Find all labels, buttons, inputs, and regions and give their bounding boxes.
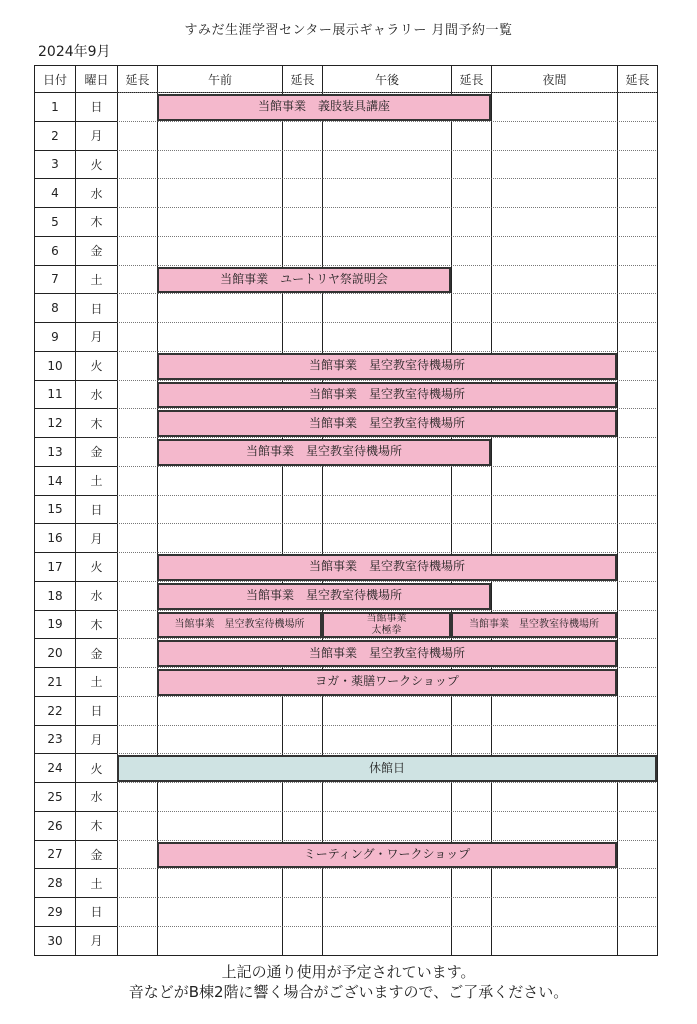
- slot-cell: [617, 380, 658, 410]
- day-date-cell: 11: [34, 380, 76, 410]
- slot-cell: [322, 725, 452, 755]
- slot-cell: [617, 696, 658, 726]
- booking-bar[interactable]: 当館事業 星空教室待機場所: [157, 439, 491, 466]
- slot-cell: [117, 121, 158, 151]
- slot-cell: [157, 150, 283, 180]
- slot-cell: [617, 437, 658, 467]
- day-weekday-cell: 火: [75, 150, 118, 180]
- slot-cell: [491, 696, 618, 726]
- day-weekday-cell: 木: [75, 610, 118, 640]
- slot-cell: [157, 466, 283, 496]
- slot-cell: [117, 408, 158, 438]
- slot-cell: [451, 523, 492, 553]
- slot-cell: [117, 811, 158, 841]
- page-title: すみだ生涯学習センター展示ギャラリー 月間予約一覧: [184, 23, 513, 38]
- slot-cell: [157, 811, 283, 841]
- day-weekday-cell: 日: [75, 92, 118, 122]
- slot-cell: [117, 207, 158, 237]
- slot-cell: [491, 150, 618, 180]
- header-8: 延長: [617, 65, 658, 93]
- slot-cell: [617, 523, 658, 553]
- day-date-cell: 22: [34, 696, 76, 726]
- slot-cell: [491, 725, 618, 755]
- slot-cell: [491, 811, 618, 841]
- slot-cell: [451, 868, 492, 898]
- slot-cell: [451, 495, 492, 525]
- slot-cell: [117, 667, 158, 697]
- slot-cell: [117, 523, 158, 553]
- day-weekday-cell: 日: [75, 696, 118, 726]
- day-date-cell: 30: [34, 926, 76, 956]
- day-weekday-cell: 日: [75, 897, 118, 927]
- slot-cell: [157, 868, 283, 898]
- day-weekday-cell: 日: [75, 495, 118, 525]
- day-weekday-cell: 日: [75, 293, 118, 323]
- slot-cell: [617, 408, 658, 438]
- slot-cell: [451, 207, 492, 237]
- header-3: 午前: [157, 65, 283, 93]
- day-weekday-cell: 木: [75, 408, 118, 438]
- slot-cell: [617, 667, 658, 697]
- slot-cell: [617, 926, 658, 956]
- slot-cell: [282, 811, 323, 841]
- booking-bar[interactable]: 当館事業 星空教室待機場所: [157, 382, 617, 409]
- day-weekday-cell: 水: [75, 380, 118, 410]
- slot-cell: [617, 868, 658, 898]
- slot-cell: [451, 150, 492, 180]
- slot-cell: [282, 322, 323, 352]
- slot-cell: [322, 897, 452, 927]
- slot-cell: [322, 495, 452, 525]
- header-0: 日付: [34, 65, 76, 93]
- slot-cell: [322, 926, 452, 956]
- booking-bar[interactable]: 当館事業 ユートリヤ祭説明会: [157, 267, 451, 294]
- day-date-cell: 4: [34, 178, 76, 208]
- slot-cell: [322, 178, 452, 208]
- slot-cell: [157, 178, 283, 208]
- slot-cell: [117, 495, 158, 525]
- day-date-cell: 14: [34, 466, 76, 496]
- day-weekday-cell: 金: [75, 437, 118, 467]
- slot-cell: [282, 523, 323, 553]
- booking-bar[interactable]: ミーティング・ワークショップ: [157, 842, 617, 869]
- slot-cell: [117, 638, 158, 668]
- slot-cell: [117, 92, 158, 122]
- slot-cell: [117, 725, 158, 755]
- slot-cell: [117, 581, 158, 611]
- slot-cell: [117, 265, 158, 295]
- month-label: 2024年9月: [38, 44, 111, 60]
- slot-cell: [617, 207, 658, 237]
- slot-cell: [117, 236, 158, 266]
- day-weekday-cell: 月: [75, 121, 118, 151]
- day-date-cell: 15: [34, 495, 76, 525]
- slot-cell: [451, 236, 492, 266]
- slot-cell: [117, 466, 158, 496]
- slot-cell: [617, 581, 658, 611]
- day-weekday-cell: 金: [75, 236, 118, 266]
- slot-cell: [322, 811, 452, 841]
- slot-cell: [451, 265, 492, 295]
- slot-cell: [617, 466, 658, 496]
- slot-cell: [617, 236, 658, 266]
- footer-line-2: 音などがB棟2階に響く場合がございますので、ご了承ください。: [128, 983, 569, 1001]
- slot-cell: [157, 696, 283, 726]
- booking-bar[interactable]: ヨガ・薬膳ワークショップ: [157, 669, 617, 696]
- slot-cell: [491, 121, 618, 151]
- day-date-cell: 20: [34, 638, 76, 668]
- slot-cell: [491, 782, 618, 812]
- slot-cell: [491, 322, 618, 352]
- slot-cell: [491, 437, 618, 467]
- day-weekday-cell: 月: [75, 322, 118, 352]
- slot-cell: [322, 782, 452, 812]
- slot-cell: [617, 351, 658, 381]
- slot-cell: [451, 466, 492, 496]
- footer-notice: [0, 962, 697, 1002]
- booking-bar[interactable]: 当館事業 星空教室待機場所: [157, 612, 322, 639]
- slot-cell: [157, 322, 283, 352]
- slot-cell: [491, 293, 618, 323]
- slot-cell: [491, 581, 618, 611]
- slot-cell: [491, 495, 618, 525]
- booking-bar[interactable]: 当館事業 星空教室待機場所: [157, 583, 491, 610]
- footer-line-1: 上記の通り使用が予定されています。: [221, 963, 476, 981]
- day-weekday-cell: 月: [75, 926, 118, 956]
- slot-cell: [617, 322, 658, 352]
- day-date-cell: 24: [34, 753, 76, 783]
- slot-cell: [491, 178, 618, 208]
- slot-cell: [451, 696, 492, 726]
- slot-cell: [617, 265, 658, 295]
- slot-cell: [617, 840, 658, 870]
- slot-cell: [117, 840, 158, 870]
- slot-cell: [117, 926, 158, 956]
- day-weekday-cell: 水: [75, 178, 118, 208]
- booking-bar[interactable]: 当館事業 星空教室待機場所: [451, 612, 617, 639]
- slot-cell: [617, 178, 658, 208]
- day-weekday-cell: 月: [75, 523, 118, 553]
- day-weekday-cell: 火: [75, 552, 118, 582]
- slot-cell: [322, 322, 452, 352]
- slot-cell: [157, 897, 283, 927]
- day-date-cell: 29: [34, 897, 76, 927]
- header-5: 午後: [322, 65, 452, 93]
- booking-bar[interactable]: 当館事業 義肢装具講座: [157, 94, 491, 121]
- slot-cell: [282, 293, 323, 323]
- slot-cell: [617, 610, 658, 640]
- day-weekday-cell: 土: [75, 667, 118, 697]
- day-date-cell: 9: [34, 322, 76, 352]
- slot-cell: [491, 207, 618, 237]
- day-date-cell: 13: [34, 437, 76, 467]
- slot-cell: [157, 293, 283, 323]
- slot-cell: [322, 150, 452, 180]
- closed-day-bar[interactable]: 休館日: [117, 755, 657, 782]
- slot-cell: [157, 236, 283, 266]
- slot-cell: [117, 322, 158, 352]
- header-2: 延長: [117, 65, 158, 93]
- slot-cell: [117, 437, 158, 467]
- day-date-cell: 28: [34, 868, 76, 898]
- day-date-cell: 23: [34, 725, 76, 755]
- slot-cell: [451, 811, 492, 841]
- slot-cell: [117, 868, 158, 898]
- slot-cell: [117, 897, 158, 927]
- slot-cell: [117, 293, 158, 323]
- slot-cell: [617, 725, 658, 755]
- slot-cell: [451, 121, 492, 151]
- slot-cell: [491, 868, 618, 898]
- slot-cell: [491, 92, 618, 122]
- slot-cell: [282, 121, 323, 151]
- slot-cell: [117, 380, 158, 410]
- slot-cell: [491, 466, 618, 496]
- slot-cell: [322, 207, 452, 237]
- slot-cell: [117, 696, 158, 726]
- slot-cell: [282, 926, 323, 956]
- day-weekday-cell: 木: [75, 207, 118, 237]
- slot-cell: [451, 293, 492, 323]
- slot-cell: [617, 897, 658, 927]
- slot-cell: [117, 178, 158, 208]
- slot-cell: [282, 725, 323, 755]
- slot-cell: [617, 552, 658, 582]
- booking-bar[interactable]: 当館事業 星空教室待機場所: [157, 410, 617, 437]
- slot-cell: [617, 782, 658, 812]
- slot-cell: [322, 696, 452, 726]
- slot-cell: [451, 926, 492, 956]
- day-weekday-cell: 金: [75, 638, 118, 668]
- day-date-cell: 10: [34, 351, 76, 381]
- header-4: 延長: [282, 65, 323, 93]
- slot-cell: [282, 782, 323, 812]
- slot-cell: [451, 782, 492, 812]
- day-date-cell: 1: [34, 92, 76, 122]
- day-date-cell: 21: [34, 667, 76, 697]
- day-weekday-cell: 月: [75, 725, 118, 755]
- slot-cell: [282, 495, 323, 525]
- slot-cell: [282, 868, 323, 898]
- slot-cell: [157, 121, 283, 151]
- slot-cell: [322, 293, 452, 323]
- slot-cell: [117, 150, 158, 180]
- day-weekday-cell: 金: [75, 840, 118, 870]
- day-weekday-cell: 水: [75, 581, 118, 611]
- day-date-cell: 5: [34, 207, 76, 237]
- day-weekday-cell: 木: [75, 811, 118, 841]
- day-weekday-cell: 土: [75, 466, 118, 496]
- slot-cell: [282, 897, 323, 927]
- slot-cell: [282, 236, 323, 266]
- slot-cell: [282, 466, 323, 496]
- slot-cell: [322, 523, 452, 553]
- slot-cell: [322, 466, 452, 496]
- slot-cell: [157, 725, 283, 755]
- slot-cell: [282, 150, 323, 180]
- header-6: 延長: [451, 65, 492, 93]
- slot-cell: [322, 868, 452, 898]
- day-weekday-cell: 水: [75, 782, 118, 812]
- day-date-cell: 27: [34, 840, 76, 870]
- day-date-cell: 8: [34, 293, 76, 323]
- slot-cell: [617, 150, 658, 180]
- slot-cell: [157, 495, 283, 525]
- slot-cell: [617, 92, 658, 122]
- slot-cell: [157, 926, 283, 956]
- slot-cell: [157, 207, 283, 237]
- booking-bar[interactable]: 当館事業 星空教室待機場所: [157, 640, 617, 667]
- header-7: 夜間: [491, 65, 618, 93]
- slot-cell: [117, 782, 158, 812]
- slot-cell: [451, 322, 492, 352]
- day-date-cell: 26: [34, 811, 76, 841]
- slot-cell: [491, 897, 618, 927]
- slot-cell: [491, 523, 618, 553]
- slot-cell: [451, 178, 492, 208]
- slot-cell: [491, 265, 618, 295]
- slot-cell: [322, 121, 452, 151]
- day-weekday-cell: 火: [75, 753, 118, 783]
- day-date-cell: 7: [34, 265, 76, 295]
- slot-cell: [282, 178, 323, 208]
- day-date-cell: 17: [34, 552, 76, 582]
- booking-bar[interactable]: 当館事業 太極拳: [322, 612, 451, 639]
- slot-cell: [617, 811, 658, 841]
- slot-cell: [617, 121, 658, 151]
- day-weekday-cell: 火: [75, 351, 118, 381]
- slot-cell: [617, 495, 658, 525]
- booking-bar[interactable]: 当館事業 星空教室待機場所: [157, 353, 617, 380]
- slot-cell: [322, 236, 452, 266]
- slot-cell: [117, 351, 158, 381]
- day-date-cell: 6: [34, 236, 76, 266]
- day-date-cell: 16: [34, 523, 76, 553]
- slot-cell: [617, 293, 658, 323]
- day-date-cell: 12: [34, 408, 76, 438]
- slot-cell: [117, 610, 158, 640]
- header-1: 曜日: [75, 65, 118, 93]
- slot-cell: [451, 725, 492, 755]
- day-date-cell: 2: [34, 121, 76, 151]
- booking-bar[interactable]: 当館事業 星空教室待機場所: [157, 554, 617, 581]
- day-date-cell: 3: [34, 150, 76, 180]
- slot-cell: [491, 236, 618, 266]
- slot-cell: [282, 696, 323, 726]
- slot-cell: [157, 523, 283, 553]
- slot-cell: [617, 638, 658, 668]
- slot-cell: [451, 897, 492, 927]
- slot-cell: [157, 782, 283, 812]
- slot-cell: [491, 926, 618, 956]
- day-date-cell: 19: [34, 610, 76, 640]
- day-weekday-cell: 土: [75, 265, 118, 295]
- day-weekday-cell: 土: [75, 868, 118, 898]
- slot-cell: [117, 552, 158, 582]
- day-date-cell: 25: [34, 782, 76, 812]
- slot-cell: [282, 207, 323, 237]
- day-date-cell: 18: [34, 581, 76, 611]
